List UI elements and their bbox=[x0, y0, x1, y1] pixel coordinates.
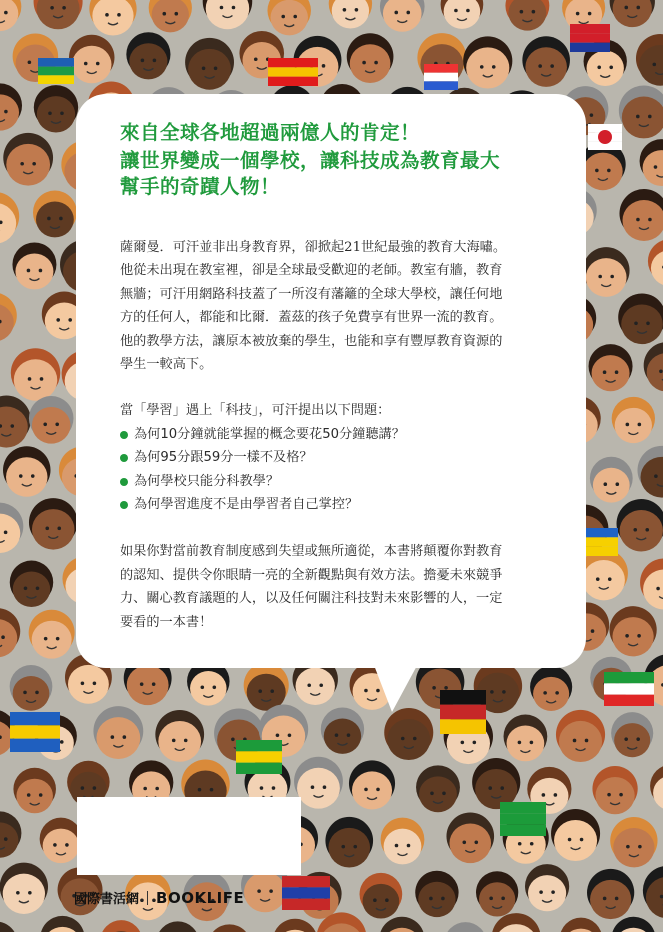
questions-list bbox=[120, 423, 550, 517]
publisher-english-name: BOOKLIFE bbox=[156, 888, 245, 907]
headline-line-2: 讓世界變成一個學校，讓科技成為教育最大 bbox=[120, 149, 501, 172]
intro-line: 他從未出現在教室裡，卻是全球最受歡迎的老師。教室有牆，教育 bbox=[120, 263, 503, 279]
questions-intro: 當「學習」遇上「科技」，可汗提出以下問題： bbox=[120, 403, 391, 419]
publisher-chinese-name: 國際書活網 bbox=[74, 892, 140, 907]
closing-line: 的認知、提供令你眼睛一亮的全新觀點與有效方法。擔憂未來競爭 bbox=[120, 567, 503, 583]
bullet-dot-icon bbox=[120, 454, 128, 462]
bullet-dot-icon bbox=[120, 501, 128, 509]
publisher-logo bbox=[74, 888, 244, 907]
closing-line: 如果你對當前教育制度感到失望或無所適從，本書將顛覆你對教育 bbox=[120, 544, 503, 560]
intro-line: 方的任何人，都能和比爾．蓋茲的孩子免費享有世界一流的教育。 bbox=[120, 310, 503, 326]
bullet-dot-icon bbox=[120, 478, 128, 486]
intro-paragraph bbox=[120, 236, 550, 376]
question-text: 為何學校只能分科教學？ bbox=[134, 473, 280, 489]
closing-line: 力、關心教育議題的人，以及任何關注科技對未來影響的人，一定 bbox=[120, 591, 503, 607]
publisher-divider bbox=[147, 891, 148, 905]
headline-line-1: 來自全球各地超過兩億人的肯定！ bbox=[120, 121, 421, 144]
question-text: 為何10分鐘就能掌握的概念要花50分鐘聽講？ bbox=[134, 426, 405, 442]
question-item bbox=[120, 470, 550, 493]
question-text: 為何學習進度不是由學習者自己掌控？ bbox=[134, 497, 359, 513]
closing-paragraph bbox=[120, 540, 550, 634]
bullet-dot-icon bbox=[120, 431, 128, 439]
question-text: 為何95分跟59分一樣不及格？ bbox=[134, 450, 313, 466]
question-item bbox=[120, 423, 550, 446]
intro-line: 學生一較高下。 bbox=[120, 357, 213, 373]
question-item bbox=[120, 446, 550, 469]
headline-line-3: 幫手的奇蹟人物！ bbox=[120, 175, 281, 198]
closing-line: 要看的一本書！ bbox=[120, 614, 213, 630]
barcode-area bbox=[77, 797, 301, 875]
questions-section bbox=[120, 399, 550, 516]
back-cover-text bbox=[120, 120, 550, 634]
intro-line: 無牆；可汗用網路科技蓋了一所沒有藩籬的全球大學校，讓任何地 bbox=[120, 286, 503, 302]
intro-line: 他的教學方法，讓原本被放棄的學生，也能和享有豐厚教育資源的 bbox=[120, 333, 503, 349]
question-item bbox=[120, 493, 550, 516]
intro-line: 薩爾曼．可汗並非出身教育界，卻掀起21世紀最強的教育大海嘯。 bbox=[120, 240, 507, 255]
